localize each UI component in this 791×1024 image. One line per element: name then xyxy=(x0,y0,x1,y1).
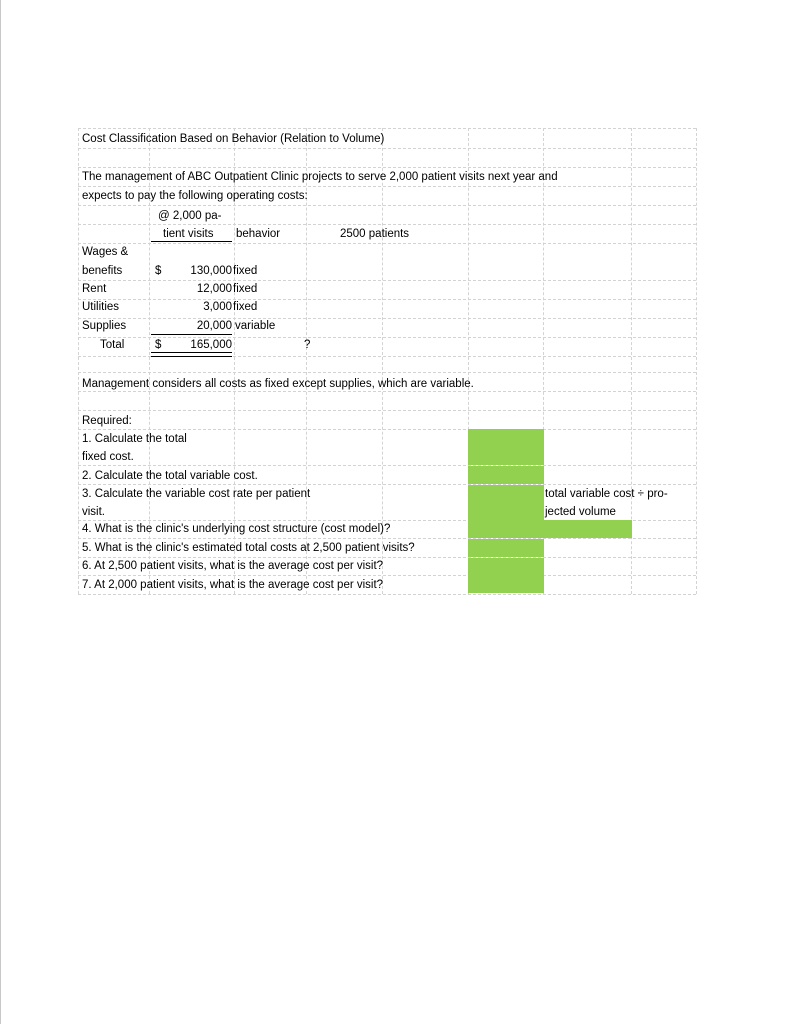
question-5: 5. What is the clinic's estimated total costs at 2,500 patient visits? xyxy=(82,542,415,554)
answer-cell-q2[interactable] xyxy=(468,466,544,484)
question-6: 6. At 2,500 patient visits, what is the average cost per visit? xyxy=(82,560,384,572)
answer-cell-q7[interactable] xyxy=(468,575,544,593)
hint-line-2: jected volume xyxy=(545,506,616,518)
total-alt-value: ? xyxy=(304,339,311,351)
intro-line-2: expects to pay the following operating costs: xyxy=(82,190,308,202)
total-amount: 165,000 xyxy=(190,339,232,351)
subtotal-underline xyxy=(151,334,232,335)
page-left-border xyxy=(0,0,1,1024)
row-behavior-supplies: variable xyxy=(235,320,276,332)
required-heading: Required: xyxy=(82,415,132,427)
answer-cell-q6[interactable] xyxy=(468,558,544,575)
answer-cell-q4[interactable] xyxy=(468,520,632,538)
row-currency-wages: $ xyxy=(155,265,162,277)
question-3-line-2: visit. xyxy=(82,506,105,518)
question-1-line-2: fixed cost. xyxy=(82,451,134,463)
question-4: 4. What is the clinic's underlying cost structure (cost model)? xyxy=(82,523,391,535)
row-label-wages: Wages & xyxy=(82,246,129,258)
answer-cell-q1[interactable] xyxy=(468,429,544,465)
question-3-line-1: 3. Calculate the variable cost rate per patient xyxy=(82,488,311,500)
row-label-benefits: benefits xyxy=(82,265,123,277)
answer-cell-q3[interactable] xyxy=(468,485,544,520)
total-double-underline xyxy=(151,352,232,357)
row-label-utilities: Utilities xyxy=(82,301,120,313)
intro-line-1: The management of ABC Outpatient Clinic projects to serve 2,000 patient visits next year and xyxy=(82,171,558,183)
question-7: 7. At 2,000 patient visits, what is the average cost per visit? xyxy=(82,579,384,591)
amount-header-line-1: @ 2,000 pa- xyxy=(158,210,222,222)
amount-header-line-2: tient visits xyxy=(163,228,214,240)
row-behavior-utilities: fixed xyxy=(233,301,258,313)
total-label: Total xyxy=(100,339,125,351)
question-2: 2. Calculate the total variable cost. xyxy=(82,470,258,482)
behavior-header: behavior xyxy=(236,228,281,240)
sheet-title: Cost Classification Based on Behavior (Relation to Volume) xyxy=(82,133,385,145)
question-1-line-1: 1. Calculate the total xyxy=(82,433,187,445)
management-note: Management considers all costs as fixed except supplies, which are variable. xyxy=(82,378,474,390)
row-label-supplies: Supplies xyxy=(82,320,127,332)
row-behavior-wages: fixed xyxy=(233,265,258,277)
total-currency: $ xyxy=(155,339,162,351)
header-underline xyxy=(151,241,232,242)
row-amount-supplies: 20,000 xyxy=(196,320,232,332)
row-amount-utilities: 3,000 xyxy=(203,301,232,313)
row-amount-rent: 12,000 xyxy=(196,283,232,295)
row-behavior-rent: fixed xyxy=(233,283,258,295)
answer-cell-q5[interactable] xyxy=(468,539,544,557)
hint-line-1: total variable cost ÷ pro- xyxy=(545,488,668,500)
row-label-rent: Rent xyxy=(82,283,107,295)
alt-volume-header: 2500 patients xyxy=(340,228,410,240)
row-amount-wages: 130,000 xyxy=(190,265,232,277)
